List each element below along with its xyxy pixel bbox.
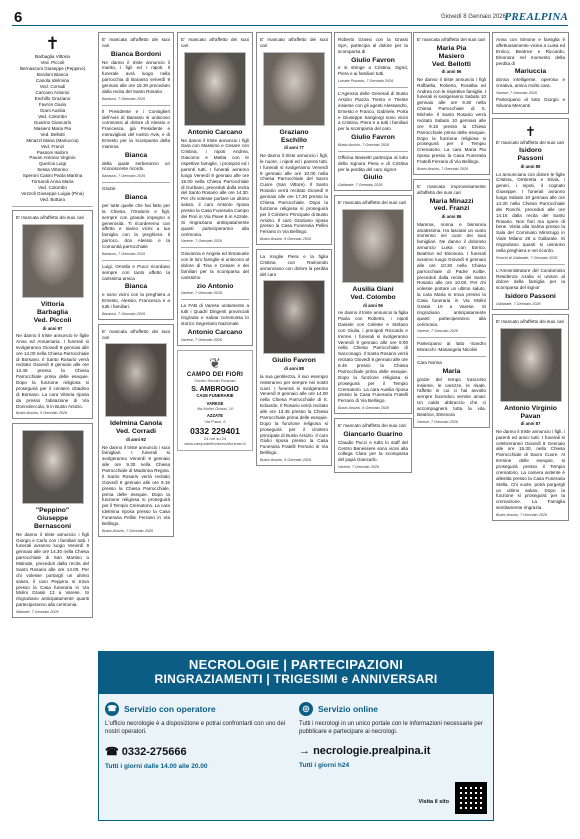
portrait-photo [22,224,84,298]
online-url-link[interactable]: → necrologie.prealpina.it [299,744,431,757]
necrologie-banner: NECROLOGIE | PARTECIPAZIONI RINGRAZIAMENTI | TRIGESIMI e ANNIVERSARI ☎ Servizio con operatore L'ufficio necrologie è a disposizione e potrai confrontarti con uno dei nostri operatori. ☎ 0332-275666 Tutti i giorni dalle 14.00 alle 20.00 ◎ Servizio online Tutti i necrologi in un unico portale con le informazioni necessarie per pubblicare e partecipare ai necrologi. → necrologie.prealpina.it Tutti i giorni h24 Visita il sito [98,651,494,821]
obituary-name: Giulio Favron [272,357,316,365]
obituary-canola: E' mancata all'affetto dei suoi cari Idelmina Canola Ved. Corradi di anni 92 Ne danno il triste annuncio i suoi famigliari. I funerali si svolgeranno Venerdì 9 gennaio alle ore 9.30 nella Chiesa Parrocchiale di Madonna Regina. Il Santo Rosario verrà recitato Giovedì 8 gennaio alle ore 9.15 presso la Chiesa Parrocchiale, prima delle esequie. Dopo la funzione religiosa si proseguirà per il Tempio Crematorio. La cara Idelmina riposa presso la Casa Funeraria Pellini Ferrario in Via Bellingo. Busto Arsizio, 7 Gennaio 2026 [98,324,174,537]
list-item: Quercia Luigi [38,161,67,167]
obituary-name: Giancarlo Guarino [343,430,403,438]
funeral-home-ad: ❦ CAMPO DEI FIORI Centro Servizi Funerari S. AMBROGIO CASE FUNERARIE VARESE Via Molini Grassi, 10 AZZATE Via Piave, 6 0332 229401 24 ore su 24 www.campodeifioriservizifunerari.it [177,350,253,452]
column-6 [413,32,490,647]
obituary-favron: La moglie Piera e la figlia Cristina con Raimondo annunciano con dolore la perdita del caro Giulio Favron di anni 88 la sua gentilezza, il suo esempio resteranno per sempre nei nostri cuori. I funerali si svolgeranno Venerdì 9 gennaio alle ore 14.00 nella Chiesa Parrocchiale di S. Edoardo. Il Rosario verrà recitato alle ore 13.45 presso la Chiesa Parrocchiale prima delle esequie. Dopo la funzione religiosa si proseguirà per il cimitero principale di Busto Arsizio. Il caro Giulio riposa presso la Casa Funeraria Fratelli Ferrario in Via Bellingo. Busto Arsizio, 6 Gennaio 2026 [256,249,332,466]
obituary-masiero: E' mancata all'affetto dei suoi cari Maria Pia Masiero Ved. Bellotti di anni 86 Ne danno il triste annuncio i figli Raffaella, Roberto, Rosalba ed Andrea con le rispettive famiglie. I funerali si svolgeranno Sabato 10 gennaio alle ore 9.30 nella Chiesa Parrocchiale di S. Michele. Il Santo Rosario verrà recitato Sabato 10 gennaio alle ore 9.15 presso la Chiesa Parrocchiale prima delle esequie. Dopo la funzione religiosa si proseguirà per il Tempio Crematorio. La cara Maria Pia riposa presso la Casa Funeraria Fratelli Ferrario di Via Bellingo. Busto Arsizio, 7 Gennaio 2026 [413,32,490,175]
newspaper-logo: PREALPINA [504,11,568,23]
list-item: Vezzoli Giuseppe Luigia (Pina) [21,191,84,197]
obituary-passoni: ✝ E' mancato all'affetto dei suoi cari Isidoro Passoni di anni 85 Lo annunciano con dolore le figlie Cristina, Ombretta e Silvia, i generi, i nipoti, il cognato Giuseppe. I funerali avranno luogo Sabato 10 gennaio alle ore 14.30 nella Chiesa Parrocchiale dei Ronchi, preceduti alle ore 14.15 dalla recita del Santo Rosario. Non fiori ma opere di bene. Visita alla Salma presso la Sala del Commiato Mirinzugo in Viale Milano 28 a Gallarate. Si ringraziano quanti si uniranno nella preghiera e nel ricordo. Ronchi di Gallarate, 7 Gennaio 2026 L'Amministratore del Condominio Residenza Azalia si unisce al dolore della famiglia per la scomparsa del signor Isidoro Passoni Gallarate, 7 Gennaio 2026 [492,118,569,310]
headset-icon: ☎ [105,702,119,716]
list-item: Guarino Giancarlo [33,119,72,125]
column-7 [492,32,569,832]
list-item: Ved. Corradi [39,83,66,89]
obituary-name: Maria Pia Masiero Ved. Bellotti [432,44,471,68]
portrait-photo [105,343,167,417]
participation-favron: Roberto Grassi con la Grassi SpA, partecipa al dolore per la scomparsa di Giulio Favron e si stringe a Cristina, Sigrid, Piera e ai familiari tutti. Lonate Pozzolo, 7 Gennaio 2026 L'Agenzia delle Generali di Busto Arsizio Piazza Trento e Trieste insieme con gli agenti Alessandro, Ernesto e Franco, Gabriele, Porta e Giuseppe Sangiorgi sono vicini a Cristina, Piera e a tutti i familiari per la scomparsa del caro Giulio Favron Busto Arsizio, 7 Gennaio 2026 Officina Bassetti partecipa al lutto della signora Piera e di Cristina per la perdita del caro signor Giulio Gallarate, 7 Gennaio 2026 [334,32,412,191]
obituary-name: Graziano Eschillo [279,128,309,144]
portrait-photo [22,430,84,504]
list-item: Giani Ausilia [39,107,66,113]
list-item: Ved. Colombo [38,185,67,191]
list-item: Minazzi Maria (Mariuccia) [26,137,79,143]
list-item: Ved. Bellotti [40,131,65,137]
obituary-name: Antonio Virginio Pavan [504,404,557,420]
operator-service: ☎ Servizio con operatore L'ufficio necrologie è a disposizione e potrai confrontarti con uno dei nostri operatori. ☎ 0332-275666 Tutti i giorni dalle 14.00 alle 20.00 [105,702,293,770]
list-item: Bernasconi Giuseppe (Peppino) [19,65,86,71]
list-item: Ved. Colombo [38,113,67,119]
list-item: Bordoni Bianca [36,71,69,77]
list-item: Tornaroli Anna Maria [31,179,74,185]
banner-subtitle: RINGRAZIAMENTI | TRIGESIMI e ANNIVERSARI [154,672,438,686]
obituary-eschillo: E' mancato all'affetto dei suoi cari Graziano Eschillo di anni 77 Ne danno il triste annuncio i figli, le nuore, i nipoti ed i parenti tutti. I funerali si svolgeranno Venerdì 9 gennaio alle ore 10.00 nella Chiesa Parrocchiale del Sacro Cuore (San Vittore). Il Santo Rosario verrà recitato Giovedì 8 gennaio alle ore 17.30 presso la Chiesa Parrocchiale. Dopo la funzione religiosa si proseguirà per il Cimitero Principale di Busto Arsizio. Il caro Graziano riposa presso la Casa Funeraria Pellini Ferrario in Via Bellingo. Busto Arsizio, 5 Gennaio 2026 [256,32,332,245]
list-item: Carcano Antonio [35,89,70,95]
obituary-name: Antonio Carcano [187,128,243,136]
portrait-photo [263,280,325,354]
obituary-carcano: E' mancato all'affetto dei suoi cari Antonio Carcano Ne danno il triste annuncio i figli Sara con Massimo e Cesare con Cristina, i nipoti Andrea, Giacomo e Mattia con le rispettive famiglie, i pronipoti ed i parenti tutti. I funerali avranno luogo Venerdì 9 gennaio alle ore 15.00 nella Chiesa Parrocchiale di Gurbano, preceduti dalla recita del Santo Rosario alle ore 14.30. Per chi volesse portare un ultimo saluto, il caro Antonio riposa presso la Casa Funeraria Campo dei Fiori in Via Piave 6 in Azzate. Si ringraziano anticipatamente quanti parteciperanno alla cerimonia. Varese, 7 Gennaio 2026 Giovanna e Angela ed Emanuele con le loro famiglie si uniscono al dolore di Tina e Cesare e dei familiari per la scomparsa del carissimo zio Antonio Varese, 7 Gennaio 2026 La FAB di Varese unitamente a tutti i Quadri Dirigenti provinciali ringrazia e saluta commossa lo storico Segretario Nazionale Antonio Carcano Varese, 7 Gennaio 2026 [177,32,253,346]
obituary-name: Vittoria Barbaglia Ved. Piccoli [33,301,72,324]
obituary-bordoni: E' mancata all'affetto dei suoi cari Bianca Bordoni Ne danno il triste annuncio il marito, i figli ed i nipoti. Il funerale avrà luogo nella parrocchia di Barasso venerdì 9 gennaio alle ore 15.30 preceduto dalla recita del Santo Rosario. Barasso, 7 Gennaio 2026 Il Presidente e i Consiglieri dell'Avis di Barasso si uniscono commossi al dolore di Alessio e Francesca, già Presidente e meravigliosi del nostro Avis, e di Ernesto per la scomparsa della mamma Bianca della quale serberanno un riconoscente ricordo. Barasso, 7 Gennaio 2026 Grazie Bianca per tutte quelle che hai fatto per la Chiesa, l'Oratorio e figli, sempre con grande impegno e generosità. Ti ricorderemo con affetto e siamo vicini a tua famiglia con la preghiera. Il parroco, don Alessio e la Comunità parrocchiale Barasso, 7 Gennaio 2026 Luigi, Ornella e Pucci ricordano sempre con tanto affetto la carissima amica Bianca e sono vicini con la preghiera a Ernesto, Alessio, Francesca e a tutti i familiari. Barasso, 7 Gennaio 2026 [98,32,174,320]
issue-date: Giovedì 8 Gennaio 2026 [440,14,506,20]
list-item: Ved. Franzi [40,143,65,149]
operator-phone[interactable]: ☎ 0332-275666 [105,745,187,758]
banner-title: NECROLOGIE | PARTECIPAZIONI [188,657,404,672]
obituary-guarino: E' mancato all'affetto dei suoi cari Giancarlo Guarino Claudio Pucci e tutto lo staff del Centro Benessere sono vicini alla collega Clara per la scomparsa del papà Giancarlo. Varese, 7 Gennaio 2026 [334,418,412,473]
list-item: Sessa Vittorino [37,167,68,173]
column-2 [98,32,174,647]
tree-logo-icon: ❦ [209,354,221,371]
qr-code-icon[interactable] [455,782,487,814]
deceased-list [12,54,93,203]
list-item: Favron Giulio [38,101,67,107]
list-item: Masiero Maria Pia [33,125,72,131]
participation-mariuccia: Anna con Simone e famiglia è affettuosamente vicina a Luisa ed Enrico, Beatrice e Riccardo, Eleonora nel momento della perdita di Mariuccia donna intelligente, operosa e creativa, amica molto cara. Varese, 7 Gennaio 2026 Partecipano al lutto Giorgio e Silvana Mercanti [492,32,569,114]
portrait-photo [263,52,325,126]
page-number: 6 [14,9,23,26]
list-item: Ved. Bottaro [39,197,66,203]
online-service: ◎ Servizio online Tutti i necrologi in un unico portale con le informazioni necessarie per pubblicare e partecipare ai necrologi. → necrologie.prealpina.it Tutti i giorni h24 [299,702,487,769]
obituary-name: Isidoro Passoni [517,147,544,163]
list-item: Pavan Antonio Virginio [29,155,76,161]
page-header [12,8,568,26]
list-item: Canola Idelmina [35,77,70,83]
phone-number: 0332 229401 [190,425,240,436]
column-3 [177,32,253,647]
list-item: Ved. Piccoli [40,59,65,65]
globe-icon: ◎ [299,702,313,716]
obituary-minazzi: E' mancata improvvisamente all'affetto dei suoi cari Maria Minazzi ved. Franzi di anni 86 Mamma, nonna e bisnonna amatissima. Ha lasciato un vuoto immenso nei cuori dei suoi famigliari. Ne danno il doloroso annuncio Luisa con Enrico, Beatrice ed Eleonora. I funerali avranno luogo Giovedì 8 gennaio alle ore 10.30 nella Chiesa parrocchiale di Padre Kolbe, preceduti dalla recita del Santo Rosario alle ore 10.00. Per chi volesse portare un ultimo saluto, la cara Maria si trova presso la Casa funeraria in Via Molini Grassi 10 a Varese. Si ringraziano anticipatamente quanti parteciperanno alla cerimonia. Varese, 7 Gennaio 2026 Partecipano al lutto -Sandro Moracchi -Mariangela Nicolini Cara Nonna Maria grazie del tempo trascorso insieme, le carezze, le risate, l'affetto in cui ci hai avvolto sempre facendoci sentire amati. Un caldo abbraccio che ci accompagnerà tutta la vita. Beatrice, Eleonora Varese, 7 Gennaio 2026 [413,179,490,428]
column-4 [256,32,332,647]
column-1 [12,32,93,822]
obituary-name: Ausilia Giani Ved. Colombo [350,286,396,301]
list-item: Eschillo Graziano [34,95,71,101]
list-item: Speroni Casini Paola Martina [22,173,83,179]
portrait-photo [500,328,562,402]
obituary-barbaglia: E' mancata all'affetto dei suoi cari Vittoria Barbaglia Ved. Piccoli di anni 97 Ne danno il triste annuncio le figlie Anna ed Annamaria. I funerali si svolgeranno Giovedì 8 gennaio alle ore 14.00 nella Chiesa Parrocchiale di Borsano. Il Santo Rosario verrà recitato Giovedì 8 gennaio alle ore 13.45 presso la Chiesa Parrocchiale prima delle esequie. Dopo la funzione religiosa si proseguirà per il cimitero cittadino di Borsano. La cara Vittoria riposa da presso l'abitazione di Via Donnoleccola, 9 in Busto Arsizio. Busto Arsizio, 5 Gennaio 2026 [12,210,93,419]
obituary-name: "Peppino" Giuseppe Bernasconi [33,507,72,530]
obituary-bernasconi: "Peppino" Giuseppe Bernasconi Ne danno il triste annuncio i figli Giorgio e Carlo con i familiari tutti. I funerali avranno luogo Venerdì 9 gennaio alle ore 14.30 nella Chiesa parrocchiale di San Martino a Malnate, preceduti dalla recita del Santo Rosario alle ore 14.00. Per chi volesse portargli un ultimo saluto, il caro Peppino si trova presso la Casa funeraria in Via Molini Grassi 13 a Varese. Si ringraziano anticipatamente quanti parteciperanno alla cerimonia. Malnate, 7 Gennaio 2026 [12,423,93,618]
portrait-photo [184,52,246,126]
obituary-pavan: E' mancato all'affetto dei suoi cari Antonio Virginio Pavan di anni 87 Ne danno il triste annuncio i figli, i parenti ed amici tutti. I funerali si celebreranno Giovedì 8 Gennaio alle ore 15.30, nella Chiesa Parrocchiale di Sacro Cuore. Al termine delle esequie, si proseguirà presso il Tempio crematorio. La camera ardente è allestita presso la Casa Funeraria Stella. Chi vuole, potrà porgergli un ultimo saluto. Dopo la funzione si proseguirà per la cremazione. La Famiglia sentitamente ringrazia. Busto Arsizio, 7 Gennaio 2026 [492,314,569,521]
obituary-name: Bianca Bordoni [110,50,162,58]
cross-icon: ✝ [45,34,60,53]
list-item: Passoni Isidoro [36,149,69,155]
obituary-giani: E' mancata all'affetto dei suoi cari Ausilia Giani Ved. Colombo di anni 96 ne danno il triste annuncio la figlia Paola con Roberto, i nipoti Daniele con Celeste e Stefano con Giulia, i pronipoti Riccardo e Irenne. I funerali si svolgeranno Venerdì 9 gennaio alle ore 9.00 nella Chiesa Parrocchiale di Sacconago. Il Santo Rosario verrà recitato Giovedì 8 gennaio alle ore 8.45 presso la Chiesa Parrocchiale prima delle esequie. Dopo la funzione religiosa si proseguirà per il Tempio Crematorio. La cara Ausilia riposa presso la Casa Funeraria Fratelli Ferrario di Via Bellingo. Busto Arsizio, 6 Gennaio 2026 [334,195,412,414]
cross-icon: ✝ [525,123,536,139]
list-item: Barbaglia Vittoria [35,54,70,59]
column-5 [334,32,412,647]
obituary-name: Maria Minazzi ved. Franzi [429,197,474,213]
portrait-photo [342,209,404,283]
obituary-name: Idelmina Canola Ved. Corradi [109,420,163,436]
